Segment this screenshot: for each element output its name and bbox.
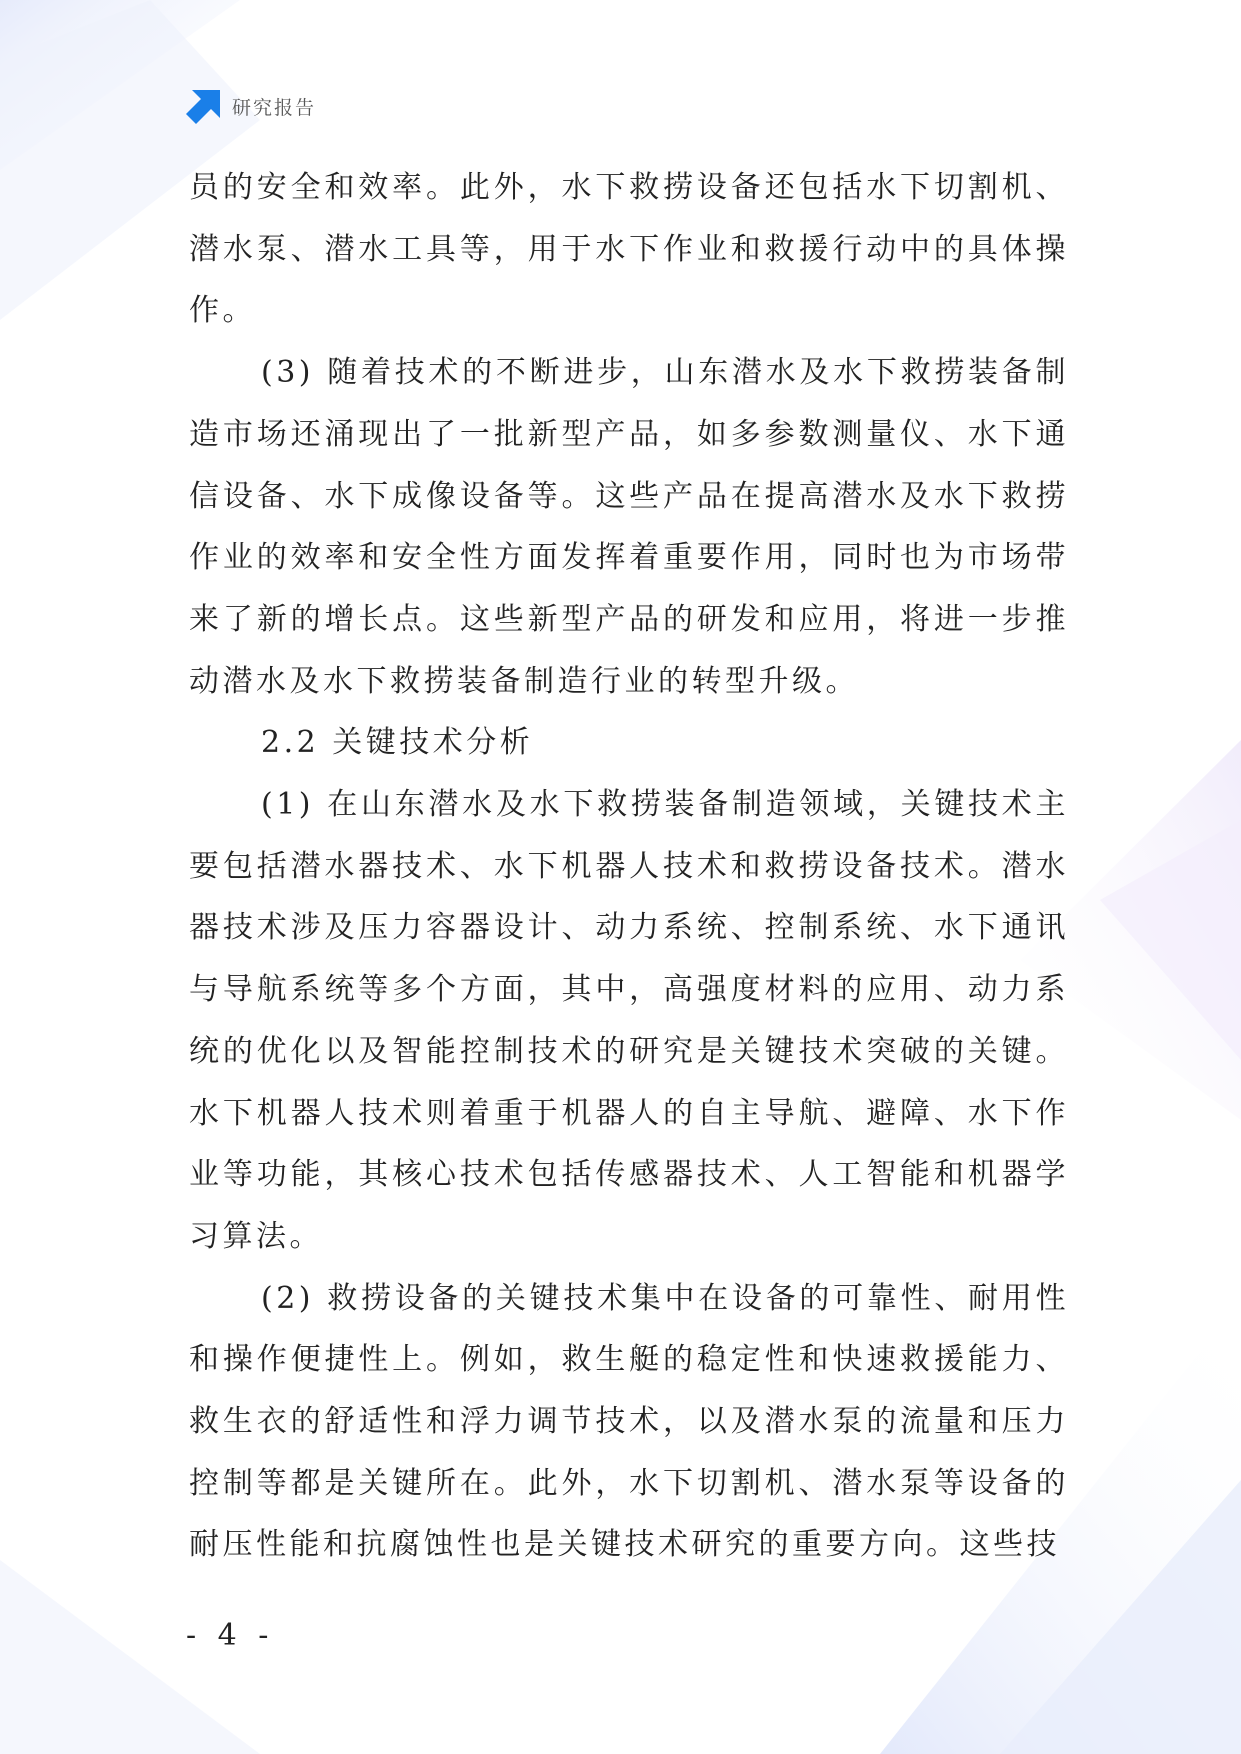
header-title: 研究报告 xyxy=(232,96,317,119)
section-heading: 2.2 关键技术分析 xyxy=(261,725,534,761)
paragraph-1: (1) 在山东潜水及水下救捞装备制造领域，关键技术主要包括潜水器技术、水下机器人技术和救捞设备技术。潜水器技术涉及压力容器设计、动力系统、控制系统、水下通讯与导航系统等多个方面，其中，高强度材料的应用、动力系统的优化以及智能控制技术的研究是关键技术突破的关键。水下机器人技术则着重于机器人的自主导航、避障、水下作业等功能，其核心技术包括传感器技术、人工智能和机器学习算法。 xyxy=(189,787,1069,1254)
page-number: - 4 - xyxy=(186,1618,275,1653)
report-header xyxy=(186,88,316,124)
document-body xyxy=(189,157,1069,1576)
paragraph-continued: 员的安全和效率。此外，水下救捞设备还包括水下切割机、潜水泵、潜水工具等，用于水下作业和救援行动中的具体操作。 xyxy=(189,170,1069,329)
paragraph-3: (3) 随着技术的不断进步，山东潜水及水下救捞装备制造市场还涌现出了一批新型产品，如多参数测量仪、水下通信设备、水下成像设备等。这些产品在提高潜水及水下救捞作业的效率和安全性方面发挥着重要作用，同时也为市场带来了新的增长点。这些新型产品的研发和应用，将进一步推动潜水及水下救捞装备制造行业的转型升级。 xyxy=(189,355,1069,699)
arrow-up-right-icon xyxy=(186,88,222,124)
paragraph-2: (2) 救捞设备的关键技术集中在设备的可靠性、耐用性和操作便捷性上。例如，救生艇的稳定性和快速救援能力、救生衣的舒适性和浮力调节技术，以及潜水泵的流量和压力控制等都是关键所在。此外，水下切割机、潜水泵等设备的耐压性能和抗腐蚀性也是关键技术研究的重要方向。这些技 xyxy=(189,1280,1069,1563)
